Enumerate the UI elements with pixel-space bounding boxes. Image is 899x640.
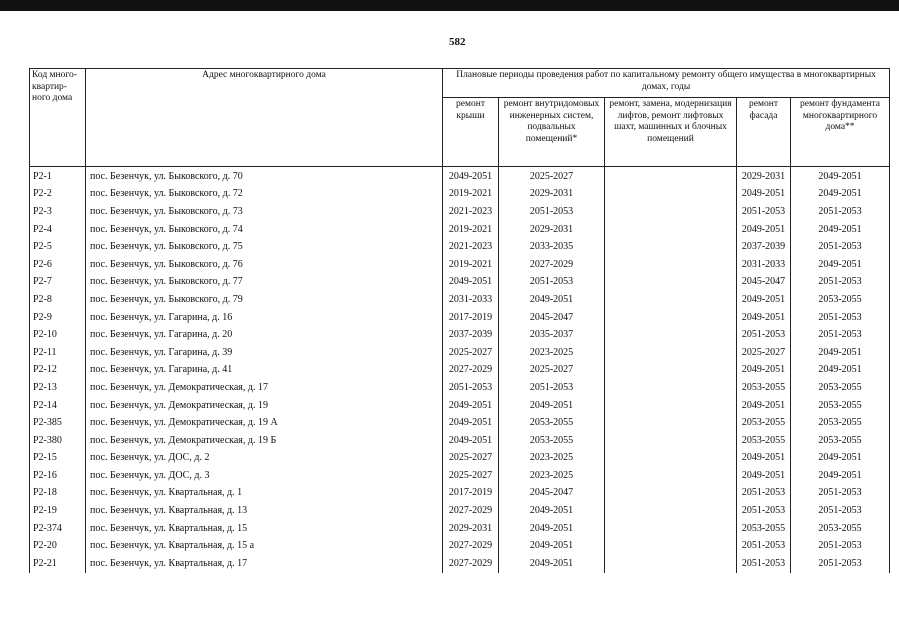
- engineering-period-cell: 2033-2035: [499, 238, 605, 256]
- table-header: [30, 69, 890, 167]
- lift-period-cell: [605, 450, 737, 468]
- code-cell: Р2-13: [30, 379, 86, 397]
- address-cell: пос. Безенчук, ул. Квартальная, д. 15: [86, 520, 443, 538]
- lift-period-cell: [605, 397, 737, 415]
- address-cell: пос. Безенчук, ул. Быковского, д. 75: [86, 238, 443, 256]
- roof-period-cell: 2025-2027: [443, 344, 499, 362]
- table-row: [30, 450, 890, 468]
- roof-period-cell: 2021-2023: [443, 203, 499, 221]
- address-cell: пос. Безенчук, ул. Гагарина, д. 20: [86, 326, 443, 344]
- address-cell: пос. Безенчук, ул. Гагарина, д. 16: [86, 309, 443, 327]
- facade-period-cell: 2049-2051: [737, 397, 791, 415]
- foundation-period-cell: 2051-2053: [791, 203, 890, 221]
- code-cell: Р2-12: [30, 362, 86, 380]
- roof-period-cell: 2019-2021: [443, 221, 499, 239]
- engineering-period-cell: 2051-2053: [499, 379, 605, 397]
- roof-period-cell: 2049-2051: [443, 432, 499, 450]
- repair-schedule-table: [29, 68, 890, 573]
- address-cell: пос. Безенчук, ул. Демократическая, д. 19: [86, 397, 443, 415]
- header-roof: ремонт крыши: [443, 98, 499, 167]
- address-cell: пос. Безенчук, ул. Квартальная, д. 15 а: [86, 537, 443, 555]
- code-cell: Р2-21: [30, 555, 86, 573]
- table-row: [30, 274, 890, 292]
- facade-period-cell: 2051-2053: [737, 537, 791, 555]
- address-cell: пос. Безенчук, ул. Быковского, д. 74: [86, 221, 443, 239]
- engineering-period-cell: 2027-2029: [499, 256, 605, 274]
- table-row: [30, 167, 890, 186]
- header-address: Адрес многоквартирного дома: [86, 69, 443, 167]
- lift-period-cell: [605, 256, 737, 274]
- table-row: [30, 555, 890, 573]
- foundation-period-cell: 2051-2053: [791, 485, 890, 503]
- facade-period-cell: 2025-2027: [737, 344, 791, 362]
- foundation-period-cell: 2049-2051: [791, 450, 890, 468]
- lift-period-cell: [605, 520, 737, 538]
- roof-period-cell: 2017-2019: [443, 485, 499, 503]
- code-cell: Р2-5: [30, 238, 86, 256]
- roof-period-cell: 2027-2029: [443, 537, 499, 555]
- code-cell: Р2-374: [30, 520, 86, 538]
- facade-period-cell: 2049-2051: [737, 450, 791, 468]
- engineering-period-cell: 2023-2025: [499, 344, 605, 362]
- code-cell: Р2-18: [30, 485, 86, 503]
- foundation-period-cell: 2049-2051: [791, 344, 890, 362]
- facade-period-cell: 2049-2051: [737, 186, 791, 204]
- code-cell: Р2-14: [30, 397, 86, 415]
- facade-period-cell: 2051-2053: [737, 555, 791, 573]
- table-row: [30, 203, 890, 221]
- lift-period-cell: [605, 432, 737, 450]
- facade-period-cell: 2029-2031: [737, 167, 791, 186]
- foundation-period-cell: 2053-2055: [791, 291, 890, 309]
- foundation-period-cell: 2049-2051: [791, 467, 890, 485]
- code-cell: Р2-8: [30, 291, 86, 309]
- roof-period-cell: 2025-2027: [443, 450, 499, 468]
- address-cell: пос. Безенчук, ул. Демократическая, д. 19 Б: [86, 432, 443, 450]
- roof-period-cell: 2019-2021: [443, 186, 499, 204]
- foundation-period-cell: 2049-2051: [791, 167, 890, 186]
- engineering-period-cell: 2045-2047: [499, 485, 605, 503]
- roof-period-cell: 2049-2051: [443, 414, 499, 432]
- facade-period-cell: 2051-2053: [737, 485, 791, 503]
- address-cell: пос. Безенчук, ул. Быковского, д. 77: [86, 274, 443, 292]
- engineering-period-cell: 2051-2053: [499, 203, 605, 221]
- header-engineering: ремонт внутридомовых инженерных систем, подвальных помещений*: [499, 98, 605, 167]
- foundation-period-cell: 2053-2055: [791, 397, 890, 415]
- code-cell: Р2-20: [30, 537, 86, 555]
- address-cell: пос. Безенчук, ул. Быковского, д. 79: [86, 291, 443, 309]
- code-cell: Р2-1: [30, 167, 86, 186]
- roof-period-cell: 2027-2029: [443, 362, 499, 380]
- engineering-period-cell: 2049-2051: [499, 555, 605, 573]
- engineering-period-cell: 2051-2053: [499, 274, 605, 292]
- engineering-period-cell: 2053-2055: [499, 432, 605, 450]
- engineering-period-cell: 2025-2027: [499, 167, 605, 186]
- lift-period-cell: [605, 414, 737, 432]
- facade-period-cell: 2051-2053: [737, 326, 791, 344]
- roof-period-cell: 2025-2027: [443, 467, 499, 485]
- address-cell: пос. Безенчук, ул. Быковского, д. 76: [86, 256, 443, 274]
- foundation-period-cell: 2051-2053: [791, 502, 890, 520]
- lift-period-cell: [605, 362, 737, 380]
- code-cell: Р2-4: [30, 221, 86, 239]
- table-row: [30, 432, 890, 450]
- lift-period-cell: [605, 379, 737, 397]
- facade-period-cell: 2049-2051: [737, 221, 791, 239]
- code-cell: Р2-16: [30, 467, 86, 485]
- lift-period-cell: [605, 537, 737, 555]
- engineering-period-cell: 2035-2037: [499, 326, 605, 344]
- facade-period-cell: 2031-2033: [737, 256, 791, 274]
- engineering-period-cell: 2049-2051: [499, 502, 605, 520]
- facade-period-cell: 2053-2055: [737, 379, 791, 397]
- facade-period-cell: 2049-2051: [737, 467, 791, 485]
- facade-period-cell: 2049-2051: [737, 291, 791, 309]
- roof-period-cell: 2037-2039: [443, 326, 499, 344]
- foundation-period-cell: 2051-2053: [791, 238, 890, 256]
- table-row: [30, 467, 890, 485]
- table-row: [30, 291, 890, 309]
- lift-period-cell: [605, 555, 737, 573]
- facade-period-cell: 2053-2055: [737, 432, 791, 450]
- address-cell: пос. Безенчук, ул. Демократическая, д. 17: [86, 379, 443, 397]
- roof-period-cell: 2029-2031: [443, 520, 499, 538]
- roof-period-cell: 2027-2029: [443, 555, 499, 573]
- lift-period-cell: [605, 186, 737, 204]
- roof-period-cell: 2051-2053: [443, 379, 499, 397]
- header-foundation: ремонт фундамента многоквартирного дома**: [791, 98, 890, 167]
- table-row: [30, 256, 890, 274]
- address-cell: пос. Безенчук, ул. ДОС, д. 2: [86, 450, 443, 468]
- header-facade: ремонт фасада: [737, 98, 791, 167]
- table-row: [30, 344, 890, 362]
- table-row: [30, 221, 890, 239]
- address-cell: пос. Безенчук, ул. Гагарина, д. 41: [86, 362, 443, 380]
- code-cell: Р2-380: [30, 432, 86, 450]
- foundation-period-cell: 2053-2055: [791, 379, 890, 397]
- lift-period-cell: [605, 326, 737, 344]
- code-cell: Р2-385: [30, 414, 86, 432]
- foundation-period-cell: 2049-2051: [791, 362, 890, 380]
- table-row: [30, 485, 890, 503]
- table-row: [30, 397, 890, 415]
- code-cell: Р2-11: [30, 344, 86, 362]
- table-row: [30, 309, 890, 327]
- facade-period-cell: 2045-2047: [737, 274, 791, 292]
- engineering-period-cell: 2029-2031: [499, 221, 605, 239]
- roof-period-cell: 2049-2051: [443, 167, 499, 186]
- code-cell: Р2-15: [30, 450, 86, 468]
- table-body: [30, 167, 890, 573]
- repair-schedule-table-wrapper: [29, 68, 889, 573]
- facade-period-cell: 2053-2055: [737, 520, 791, 538]
- lift-period-cell: [605, 502, 737, 520]
- lift-period-cell: [605, 485, 737, 503]
- foundation-period-cell: 2049-2051: [791, 256, 890, 274]
- foundation-period-cell: 2053-2055: [791, 520, 890, 538]
- lift-period-cell: [605, 167, 737, 186]
- engineering-period-cell: 2029-2031: [499, 186, 605, 204]
- facade-period-cell: 2053-2055: [737, 414, 791, 432]
- table-row: [30, 362, 890, 380]
- address-cell: пос. Безенчук, ул. ДОС, д. 3: [86, 467, 443, 485]
- facade-period-cell: 2037-2039: [737, 238, 791, 256]
- code-cell: Р2-6: [30, 256, 86, 274]
- foundation-period-cell: 2053-2055: [791, 414, 890, 432]
- table-row: [30, 537, 890, 555]
- table-row: [30, 379, 890, 397]
- lift-period-cell: [605, 274, 737, 292]
- header-planned-periods: Плановые периоды проведения работ по капитальному ремонту общего имущества в многоквартирных домах, годы: [443, 69, 890, 98]
- address-cell: пос. Безенчук, ул. Демократическая, д. 19 А: [86, 414, 443, 432]
- header-code: Код много-квартир-ного дома: [30, 69, 86, 167]
- address-cell: пос. Безенчук, ул. Квартальная, д. 1: [86, 485, 443, 503]
- code-cell: Р2-3: [30, 203, 86, 221]
- address-cell: пос. Безенчук, ул. Квартальная, д. 17: [86, 555, 443, 573]
- engineering-period-cell: 2023-2025: [499, 467, 605, 485]
- foundation-period-cell: 2049-2051: [791, 186, 890, 204]
- code-cell: Р2-7: [30, 274, 86, 292]
- lift-period-cell: [605, 203, 737, 221]
- address-cell: пос. Безенчук, ул. Быковского, д. 73: [86, 203, 443, 221]
- foundation-period-cell: 2049-2051: [791, 221, 890, 239]
- code-cell: Р2-19: [30, 502, 86, 520]
- roof-period-cell: 2027-2029: [443, 502, 499, 520]
- code-cell: Р2-2: [30, 186, 86, 204]
- page-number: 582: [449, 36, 466, 48]
- address-cell: пос. Безенчук, ул. Гагарина, д. 39: [86, 344, 443, 362]
- roof-period-cell: 2031-2033: [443, 291, 499, 309]
- foundation-period-cell: 2051-2053: [791, 555, 890, 573]
- table-row: [30, 414, 890, 432]
- engineering-period-cell: 2025-2027: [499, 362, 605, 380]
- lift-period-cell: [605, 221, 737, 239]
- engineering-period-cell: 2049-2051: [499, 291, 605, 309]
- table-row: [30, 502, 890, 520]
- code-cell: Р2-10: [30, 326, 86, 344]
- lift-period-cell: [605, 467, 737, 485]
- foundation-period-cell: 2051-2053: [791, 537, 890, 555]
- table-row: [30, 520, 890, 538]
- header-lifts: ремонт, замена, модернизация лифтов, ремонт лифтовых шахт, машинных и блочных помещений: [605, 98, 737, 167]
- engineering-period-cell: 2053-2055: [499, 414, 605, 432]
- table-row: [30, 326, 890, 344]
- lift-period-cell: [605, 309, 737, 327]
- facade-period-cell: 2051-2053: [737, 502, 791, 520]
- address-cell: пос. Безенчук, ул. Быковского, д. 70: [86, 167, 443, 186]
- table-row: [30, 238, 890, 256]
- engineering-period-cell: 2045-2047: [499, 309, 605, 327]
- address-cell: пос. Безенчук, ул. Быковского, д. 72: [86, 186, 443, 204]
- engineering-period-cell: 2049-2051: [499, 537, 605, 555]
- engineering-period-cell: 2049-2051: [499, 397, 605, 415]
- foundation-period-cell: 2051-2053: [791, 326, 890, 344]
- roof-period-cell: 2019-2021: [443, 256, 499, 274]
- roof-period-cell: 2017-2019: [443, 309, 499, 327]
- scan-top-edge: [0, 0, 899, 11]
- lift-period-cell: [605, 344, 737, 362]
- roof-period-cell: 2021-2023: [443, 238, 499, 256]
- engineering-period-cell: 2049-2051: [499, 520, 605, 538]
- roof-period-cell: 2049-2051: [443, 274, 499, 292]
- engineering-period-cell: 2023-2025: [499, 450, 605, 468]
- table-row: [30, 186, 890, 204]
- foundation-period-cell: 2053-2055: [791, 432, 890, 450]
- foundation-period-cell: 2051-2053: [791, 309, 890, 327]
- facade-period-cell: 2049-2051: [737, 362, 791, 380]
- address-cell: пос. Безенчук, ул. Квартальная, д. 13: [86, 502, 443, 520]
- foundation-period-cell: 2051-2053: [791, 274, 890, 292]
- lift-period-cell: [605, 291, 737, 309]
- lift-period-cell: [605, 238, 737, 256]
- facade-period-cell: 2049-2051: [737, 309, 791, 327]
- code-cell: Р2-9: [30, 309, 86, 327]
- roof-period-cell: 2049-2051: [443, 397, 499, 415]
- facade-period-cell: 2051-2053: [737, 203, 791, 221]
